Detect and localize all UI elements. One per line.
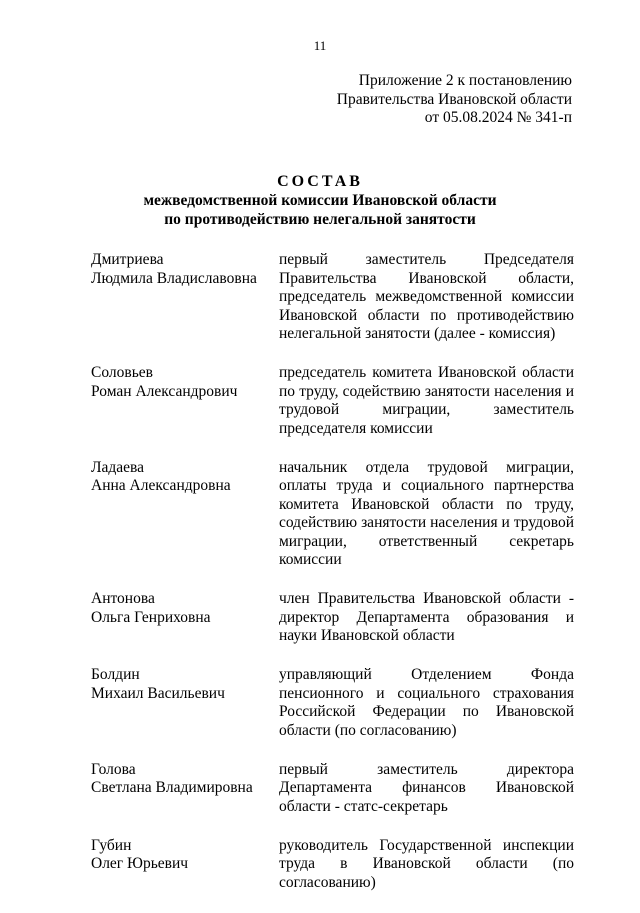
member-entry [91, 459, 574, 570]
member-given-name: Людмила Владиславовна [91, 269, 257, 287]
member-entry [91, 251, 574, 344]
member-role: первый заместитель Председателя Правительства Ивановской области, председатель межведомственной комиссии Ивановской области по противодействию нелегальной занятости (далее - комиссия) [279, 251, 574, 342]
member-surname: Антонова [91, 590, 155, 607]
member-name [91, 837, 279, 893]
member-name [91, 251, 279, 344]
title-main: СОСТАВ [277, 173, 363, 190]
title-subtitle: межведомственной комиссии Ивановской области [143, 192, 497, 209]
member-role: руководитель Государственной инспекции труда в Ивановской области (по согласованию) [279, 836, 574, 891]
member-given-name: Роман Александрович [91, 382, 238, 400]
title-subtitle: по противодействию нелегальной занятости [164, 210, 476, 228]
member-given-name: Михаил Васильевич [91, 684, 225, 702]
members-list [91, 251, 574, 913]
member-surname: Ладаева [91, 458, 145, 476]
member-surname: Дмитриева [91, 251, 164, 268]
member-surname: Болдин [91, 666, 140, 683]
member-given-name: Олег Юрьевич [91, 855, 189, 872]
member-given-name: Анна Александровна [91, 477, 231, 494]
member-name [91, 666, 279, 740]
member-surname: Соловьев [91, 364, 153, 381]
member-name [91, 590, 279, 646]
member-given-name: Ольга Генриховна [91, 608, 211, 626]
member-entry [91, 837, 574, 893]
document-title [0, 172, 640, 229]
member-given-name: Светлана Владимировна [91, 779, 253, 796]
appendix-line: Правительства Ивановской области [336, 90, 572, 108]
member-entry [91, 761, 574, 817]
member-surname: Голова [91, 760, 136, 778]
appendix-line: от 05.08.2024 № 341-п [424, 109, 572, 126]
member-role: первый заместитель директора Департамента финансов Ивановской области - статс-секретарь [279, 760, 574, 815]
member-entry [91, 666, 574, 740]
member-role: управляющий Отделением Фонда пенсионного и социального страхования Российской Федерации по Ивановской области (по согласованию) [279, 666, 574, 739]
appendix-header [337, 72, 572, 128]
member-role: член Правительства Ивановской области - директор Департамента образования и науки Ивановской области [279, 590, 574, 644]
member-entry [91, 364, 574, 438]
member-entry [91, 590, 574, 646]
page-number: 11 [313, 38, 327, 53]
member-name [91, 761, 279, 817]
member-surname: Губин [91, 836, 132, 854]
member-name [91, 364, 279, 438]
member-role: начальник отдела трудовой миграции, оплаты труда и социального партнерства комитета Ивановской области по труду, содействию занятости населения и трудовой миграции, ответственный секретарь комиссии [279, 458, 574, 568]
appendix-line: Приложение 2 к постановлению [358, 72, 572, 89]
member-role: председатель комитета Ивановской области по труду, содействию занятости населения и трудовой миграции, заместитель председателя комиссии [279, 364, 574, 437]
member-name [91, 459, 279, 570]
